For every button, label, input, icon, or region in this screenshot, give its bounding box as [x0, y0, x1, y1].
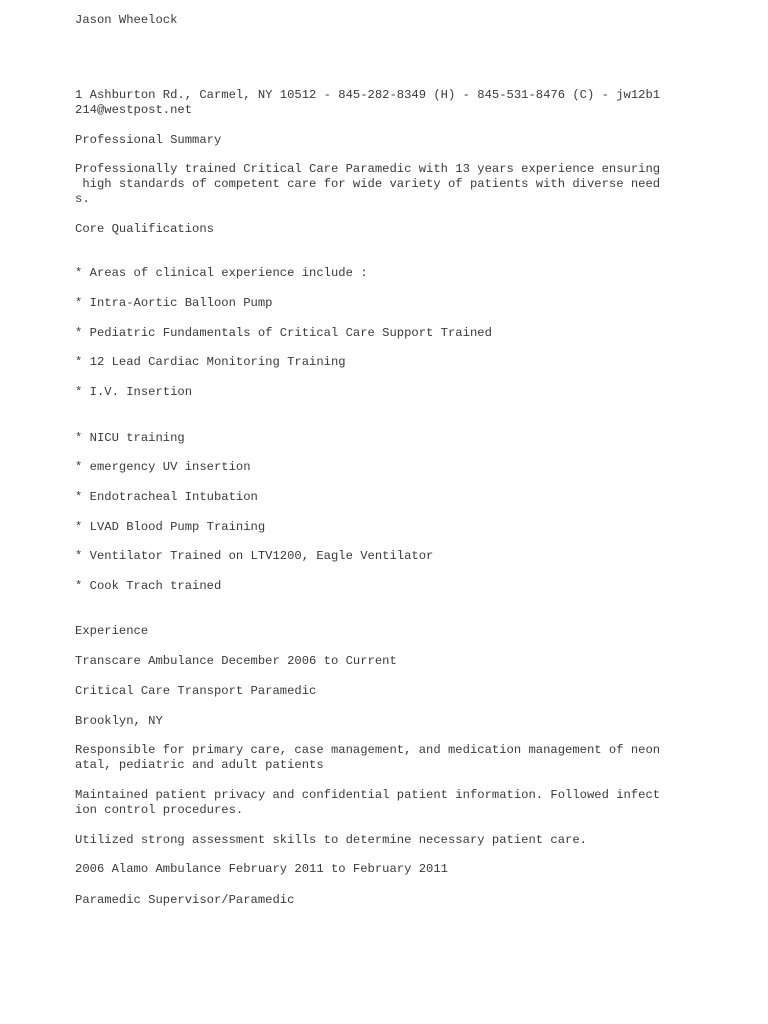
job-employer-dates: Transcare Ambulance December 2006 to Current	[75, 654, 397, 668]
qualification-item: * LVAD Blood Pump Training	[75, 520, 266, 534]
qualification-item: * Endotracheal Intubation	[75, 490, 258, 504]
applicant-name: Jason Wheelock	[75, 13, 178, 27]
job-title: Critical Care Transport Paramedic	[75, 684, 317, 698]
job-duty-line: atal, pediatric and adult patients	[75, 758, 324, 772]
summary-line-3: s.	[75, 192, 90, 206]
qualification-item: * Ventilator Trained on LTV1200, Eagle Ventilator	[75, 549, 434, 563]
summary-line-2: high standards of competent care for wide variety of patients with diverse need	[75, 177, 661, 191]
job-duty-line: Maintained patient privacy and confidential patient information. Followed infect	[75, 788, 661, 802]
job-employer-dates: 2006 Alamo Ambulance February 2011 to February 2011	[75, 862, 448, 876]
qualification-item: * emergency UV insertion	[75, 460, 251, 474]
summary-heading: Professional Summary	[75, 133, 222, 147]
job-location: Brooklyn, NY	[75, 714, 163, 728]
qualification-item: * Areas of clinical experience include :	[75, 266, 368, 280]
summary-line-1: Professionally trained Critical Care Paramedic with 13 years experience ensuring	[75, 162, 661, 176]
experience-heading: Experience	[75, 624, 149, 638]
qualification-item: * 12 Lead Cardiac Monitoring Training	[75, 355, 346, 369]
job-title: Paramedic Supervisor/Paramedic	[75, 893, 295, 907]
qualification-item: * Cook Trach trained	[75, 579, 222, 593]
qualification-item: * Intra-Aortic Balloon Pump	[75, 296, 273, 310]
contact-line-2: 214@westpost.net	[75, 103, 193, 117]
job-duty-line: Responsible for primary care, case management, and medication management of neon	[75, 743, 661, 757]
contact-line-1: 1 Ashburton Rd., Carmel, NY 10512 - 845-282-8349 (H) - 845-531-8476 (C) - jw12b1	[75, 88, 661, 102]
qualification-item: * NICU training	[75, 431, 185, 445]
job-duty-line: ion control procedures.	[75, 803, 244, 817]
qualification-item: * Pediatric Fundamentals of Critical Care Support Trained	[75, 326, 492, 340]
qualifications-heading: Core Qualifications	[75, 222, 214, 236]
job-duty-line: Utilized strong assessment skills to determine necessary patient care.	[75, 833, 587, 847]
qualification-item: * I.V. Insertion	[75, 385, 193, 399]
